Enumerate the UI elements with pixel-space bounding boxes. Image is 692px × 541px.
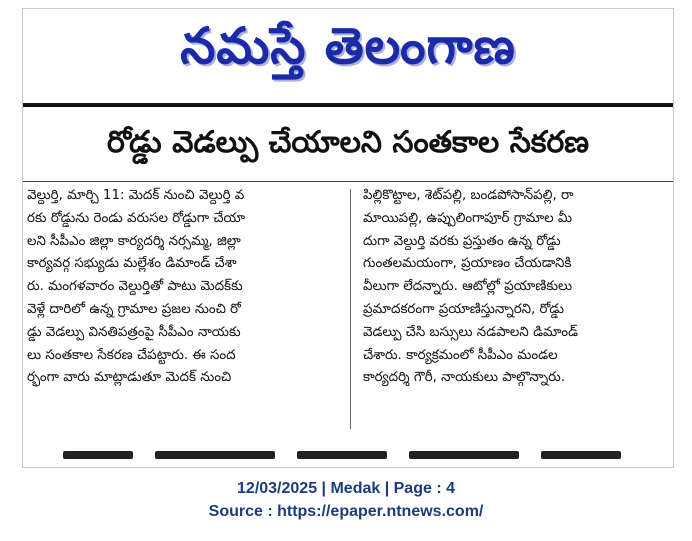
masthead-title: నమస్తే తెలంగాణ bbox=[180, 16, 516, 75]
column-line: ప్రమాదకరంగా ప్రయాణిస్తున్నారని, రోడ్డు bbox=[363, 301, 564, 317]
masthead bbox=[23, 9, 673, 95]
headline-rule bbox=[23, 181, 673, 182]
masthead-rule bbox=[23, 103, 673, 107]
source-info: Source : https://epaper.ntnews.com/ bbox=[208, 503, 484, 520]
column-line: పిల్లికొట్టాల, శెట్‌పల్లి, బండపోసాన్‌పల్లి, రా bbox=[363, 188, 574, 203]
article-headline: రోడ్డు వెడల్పు చేయాలని సంతకాల సేకరణ bbox=[106, 125, 590, 160]
article-column-left bbox=[27, 185, 325, 440]
column-line: లు సంతకాల సేకరణ చేపట్టారు. ఈ సంద bbox=[27, 347, 236, 363]
column-line: ర్భంగా వారు మాట్లాడుతూ మెదక్ నుంచి bbox=[27, 370, 232, 386]
edition-info: 12/03/2025 | Medak | Page : 4 bbox=[237, 480, 455, 497]
column-line: వెల్దుర్తి, మార్చి 11: మెదక్ నుంచి వెల్దుర్తి వ bbox=[27, 188, 245, 203]
newspaper-clipping bbox=[22, 8, 674, 468]
column-line: డ్డు వెడల్పు వినతిపత్రంపై సీపీఎం నాయకు bbox=[27, 324, 241, 340]
column-line: రు. మంగళవారం వెల్దుర్తితో పాటు మెదక్‌కు bbox=[27, 279, 243, 295]
article-column-right bbox=[363, 185, 661, 440]
next-article-cutoff bbox=[63, 449, 673, 461]
column-line: దుగా వెల్దుర్తి వరకు ప్రస్తుతం ఉన్న రోడ్డు bbox=[363, 233, 561, 249]
column-line: రకు రోడ్డును రెండు వరుసల రోడ్డుగా చేయా bbox=[27, 210, 246, 226]
column-line: లని సీపీఎం జిల్లా కార్యదర్శి నర్సమ్మ, జిల్లా bbox=[27, 233, 241, 249]
column-divider bbox=[350, 189, 351, 429]
column-line: వెళ్లే దారిలో ఉన్న గ్రామాల ప్రజల నుంచి రో bbox=[27, 301, 241, 317]
column-line: చేశారు. కార్యక్రమంలో సీపీఎం మండల bbox=[363, 347, 558, 363]
column-line: గుంతలమయంగా, ప్రయాణం చేయడానికి bbox=[363, 256, 572, 272]
column-line: కార్యవర్గ సభ్యుడు మల్లేశం డిమాండ్ చేశా bbox=[27, 256, 237, 272]
article-body bbox=[23, 185, 673, 440]
column-line: వీలుగా లేదన్నారు. ఆటోల్లో ప్రయాణికులు bbox=[363, 279, 573, 295]
column-line: మాయిపల్లి, ఉప్పులింగాపూర్ గ్రామాల మీ bbox=[363, 210, 573, 226]
column-line: వెడల్పు చేసి బస్సులు నడపాలని డిమాండ్ bbox=[363, 324, 578, 340]
column-line: కార్యదర్శి గౌరీ, నాయకులు పాల్గొన్నారు. bbox=[363, 370, 566, 386]
